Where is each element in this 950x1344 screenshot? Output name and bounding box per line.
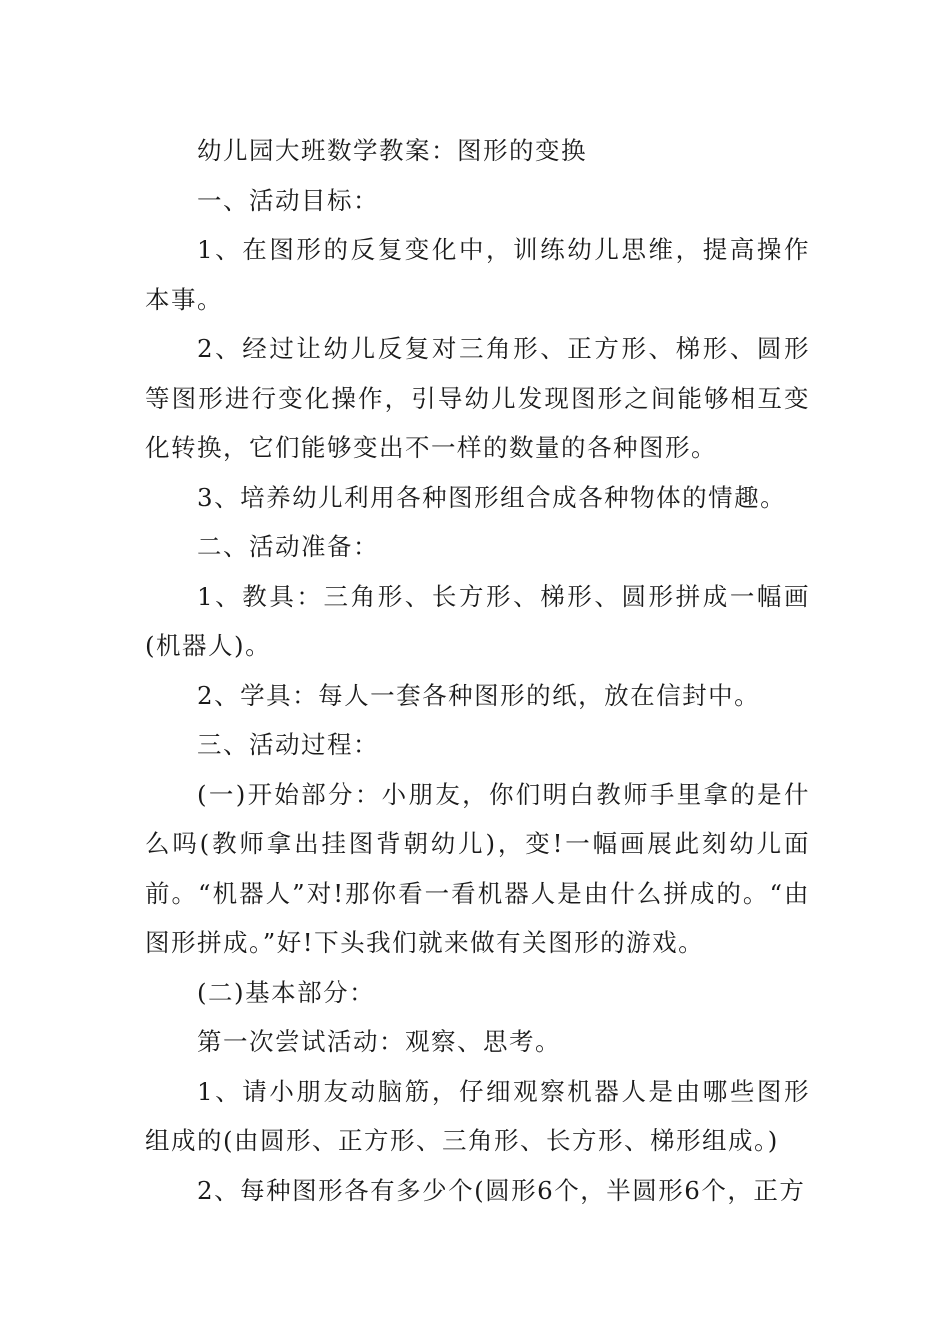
- process-opening-part: (一)开始部分：小朋友，你们明白教师手里拿的是什么吗(教师拿出挂图背朝幼儿)，变!一幅画展此刻幼儿面前。“机器人”对!那你看一看机器人是由什么拼成的。“由图形拼成。”好!下头我们就来做有关图形的游戏。: [145, 779, 810, 957]
- basic-item-1: 1、请小朋友动脑筋，仔细观察机器人是由哪些图形组成的(由圆形、正方形、三角形、长方形、梯形组成。): [145, 1076, 810, 1155]
- heading-activity-process: 三、活动过程：: [197, 730, 379, 759]
- goal-item-3: 3、培养幼儿利用各种图形组合成各种物体的情趣。: [197, 482, 787, 512]
- heading-activity-goals: 一、活动目标：: [197, 185, 379, 215]
- document-title: 幼儿园大班数学教案：图形的变换: [197, 136, 587, 165]
- heading-basic-part: (二)基本部分：: [197, 977, 376, 1007]
- first-attempt-heading: 第一次尝试活动：观察、思考。: [197, 1027, 561, 1056]
- preparation-item-2: 2、学具：每人一套各种图形的纸，放在信封中。: [197, 680, 761, 710]
- goal-item-1: 1、在图形的反复变化中，训练幼儿思维，提高操作本事。: [145, 235, 810, 314]
- preparation-item-1: 1、教具：三角形、长方形、梯形、圆形拼成一幅画(机器人)。: [145, 581, 810, 660]
- document-body: [145, 126, 810, 1215]
- goal-item-2: 2、经过让幼儿反复对三角形、正方形、梯形、圆形等图形进行变化操作，引导幼儿发现图形之间能够相互变化转换，它们能够变出不一样的数量的各种图形。: [145, 334, 810, 462]
- heading-activity-preparation: 二、活动准备：: [197, 532, 379, 561]
- basic-item-2: 2、每种图形各有多少个(圆形6个，半圆形6个，正方: [197, 1175, 806, 1205]
